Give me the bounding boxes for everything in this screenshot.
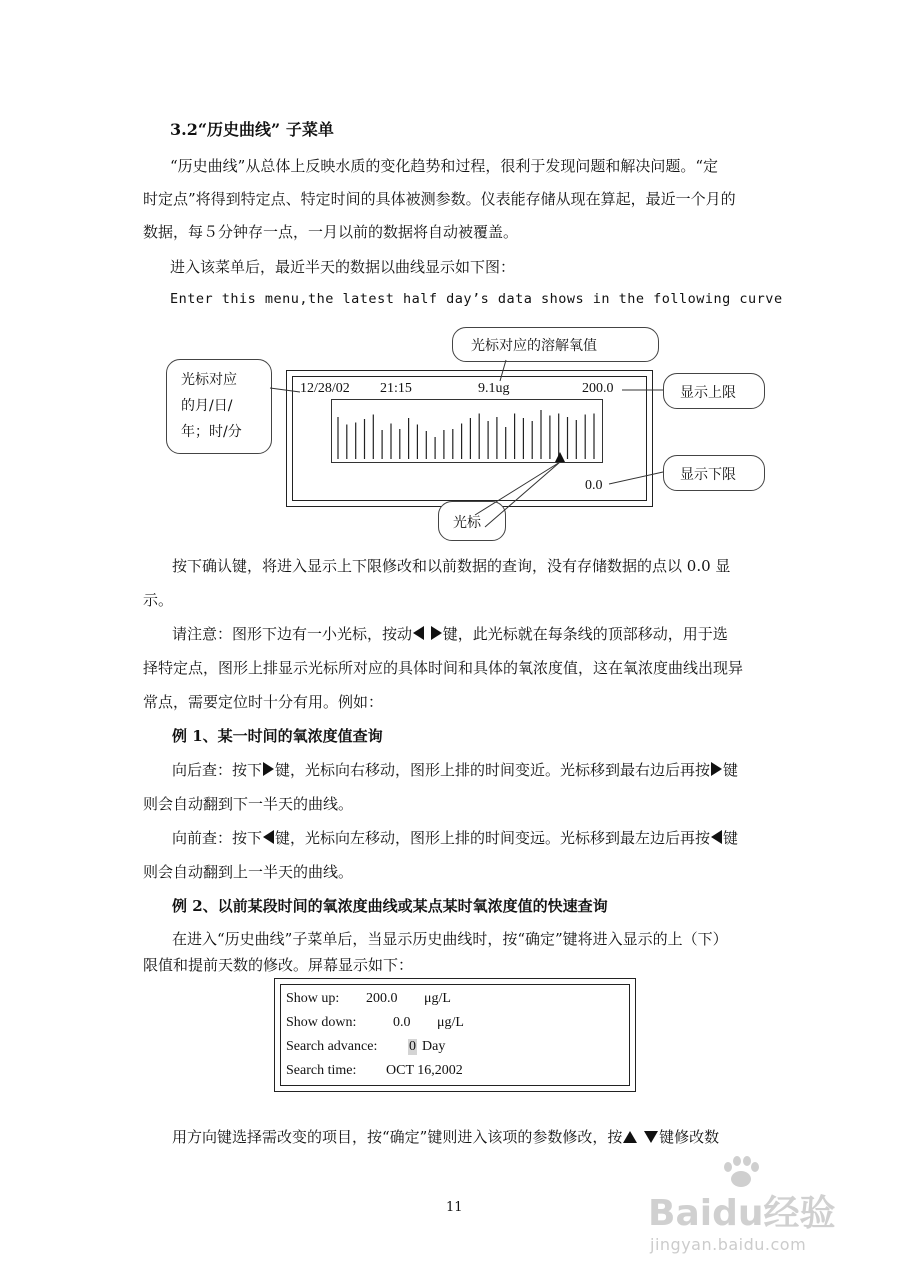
left-arrow-key-icon <box>711 830 722 844</box>
ex1-back-b: 键，光标向右移动，图形上排的时间变近。光标移到最右边后再按 <box>275 761 711 779</box>
para-last <box>172 1127 719 1147</box>
para4-line3: 常点，需要定位时十分有用。例如： <box>143 693 384 711</box>
search-time-row <box>286 1063 463 1079</box>
show-up-value: 200.0 <box>366 991 398 1006</box>
para-last-b: 键修改数 <box>659 1128 720 1146</box>
ex2-line2: 限值和提前天数的修改。屏幕显示如下： <box>143 956 414 974</box>
show-up-unit: μg/L <box>424 991 451 1006</box>
para4-line1 <box>172 624 728 644</box>
search-advance-unit: Day <box>422 1039 446 1054</box>
search-advance-value: 0 <box>409 1039 416 1054</box>
callout-cursor-text: 光标 <box>453 515 481 531</box>
callout-pointers <box>0 0 905 560</box>
callout-datetime-line2: 的月/日/ <box>181 398 233 414</box>
example1-title: 例 1、某一时间的氧浓度值查询 <box>172 727 383 745</box>
para1-line1: “历史曲线”从总体上反映水质的变化趋势和过程，很利于发现问题和解决问题。“定 <box>170 157 719 175</box>
watermark-url: jingyan.baidu.com <box>650 1235 807 1254</box>
section-title: 3.2“历史曲线” 子菜单 <box>170 120 334 139</box>
para4-text-b: 键，此光标就在每条线的顶部移动，用于选 <box>442 625 728 643</box>
para4-text-a: 请注意：图形下边有一小光标，按动 <box>172 625 413 643</box>
para2: 进入该菜单后，最近半天的数据以曲线显示如下图： <box>170 258 516 276</box>
lcd-value: 9.1ug <box>478 381 510 396</box>
down-arrow-key-icon <box>644 1131 658 1143</box>
callout-lower-limit-text: 显示下限 <box>680 467 736 483</box>
pointer-cursor-a <box>475 462 560 515</box>
lcd-time: 21:15 <box>380 381 412 396</box>
para3-line1: 按下确认键，将进入显示上下限修改和以前数据的查询，没有存储数据的点以 0.0 显 <box>172 557 731 575</box>
baidu-jingyan-watermark <box>648 1155 868 1265</box>
search-time-value: OCT 16,2002 <box>386 1063 463 1078</box>
show-down-unit: μg/L <box>437 1015 464 1030</box>
ex1-fwd-line2: 则会自动翻到上一半天的曲线。 <box>143 863 354 881</box>
ex1-fwd-line1 <box>172 828 738 848</box>
show-up-label: Show up: <box>286 991 340 1006</box>
left-arrow-key-icon <box>413 626 424 640</box>
lcd-date: 12/28/02 <box>300 381 350 396</box>
cursor-marker-icon <box>555 452 565 462</box>
lcd-upper-limit: 200.0 <box>582 381 614 396</box>
ex1-fwd-b: 键，光标向左移动，图形上排的时间变远。光标移到最左边后再按 <box>275 829 711 847</box>
para-last-a: 用方向键选择需改变的项目，按“确定”键则进入该项的参数修改，按 <box>172 1128 623 1146</box>
pointer-cursor-b <box>485 462 560 527</box>
ex2-line1: 在进入“历史曲线”子菜单后，当显示历史曲线时，按“确定”键将进入显示的上（下） <box>172 930 728 948</box>
lcd-lower-limit: 0.0 <box>585 478 603 493</box>
right-arrow-key-icon <box>263 762 274 776</box>
pointer-lower <box>609 472 663 484</box>
callout-datetime-line1: 光标对应 <box>181 372 237 388</box>
left-arrow-key-icon <box>263 830 274 844</box>
show-down-label: Show down: <box>286 1015 357 1030</box>
right-arrow-key-icon <box>711 762 722 776</box>
up-arrow-key-icon <box>623 1131 637 1143</box>
watermark-brand: Baidu经验 <box>648 1193 836 1234</box>
search-time-label: Search time: <box>286 1063 357 1078</box>
callout-upper-limit-text: 显示上限 <box>680 385 736 401</box>
para1-line3: 数据，每５分钟存一点，一月以前的数据将自动被覆盖。 <box>143 223 519 241</box>
para2-english: Enter this menu,the latest half day’s data shows in the following curve <box>170 291 783 307</box>
callout-datetime-line3: 年；时/分 <box>181 424 242 440</box>
show-down-value: 0.0 <box>393 1015 411 1030</box>
page-number: 11 <box>446 1200 463 1215</box>
callout-oxygen-value-text: 光标对应的溶解氧值 <box>471 338 597 354</box>
ex1-back-c: 键 <box>723 761 739 779</box>
ex1-back-line2: 则会自动翻到下一半天的曲线。 <box>143 795 354 813</box>
ex1-fwd-c: 键 <box>723 829 739 847</box>
para1-line2: 时定点”将得到特定点、特定时间的具体被测参数。仪表能存储从现在算起，最近一个月的 <box>143 190 736 208</box>
right-arrow-key-icon <box>431 626 442 640</box>
ex1-back-a: 向后查：按下 <box>172 761 263 779</box>
pointer-datetime <box>270 388 300 392</box>
ex1-back-line1 <box>172 760 738 780</box>
ex1-fwd-a: 向前查：按下 <box>172 829 263 847</box>
show-up-row <box>286 991 451 1007</box>
pointer-oxygen <box>500 360 506 381</box>
para3-line2: 示。 <box>143 591 174 609</box>
example2-title: 例 2、以前某段时间的氧浓度曲线或某点某时氧浓度值的快速查询 <box>172 897 608 915</box>
show-down-row <box>286 1015 464 1031</box>
search-advance-row <box>286 1039 446 1055</box>
search-advance-label: Search advance: <box>286 1039 378 1054</box>
para4-line2: 择特定点，图形上排显示光标所对应的具体时间和具体的氧浓度值，这在氧浓度曲线出现异 <box>143 659 744 677</box>
